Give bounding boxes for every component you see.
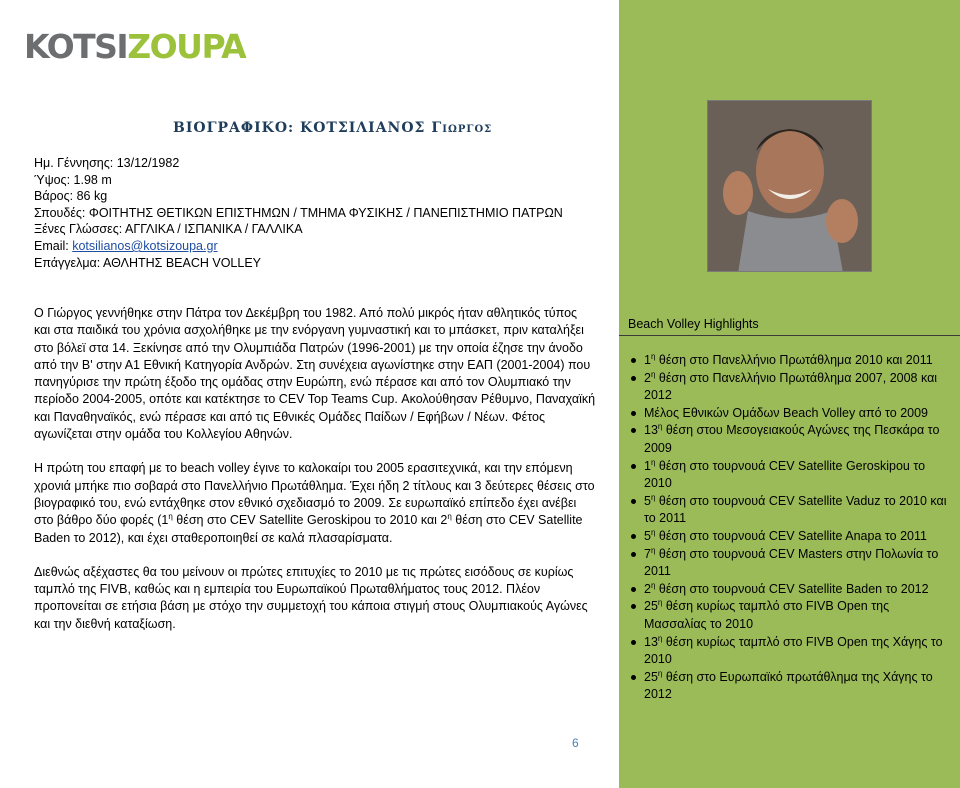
highlights-list	[631, 352, 953, 704]
email-label: Email:	[34, 238, 73, 253]
highlight-item: $2^\eta$ θέση στο Πανελλήνιο Πρωτάθλημα 2007, 2008 και 2012	[631, 370, 953, 405]
document-title-main: ΒΙΟΓΡΑΦΙΚΟ: ΚΟΤΣΙΛΙΑΝΟΣ Γ	[173, 120, 443, 136]
athlete-photo	[707, 100, 872, 272]
studies: Σπουδές: ΦΟΙΤΗΤΗΣ ΘΕΤΙΚΩΝ ΕΠΙΣΤΗΜΩΝ / ΤΜΗΜΑ ΦΥΣΙΚΗΣ / ΠΑΝΕΠΙΣΤΗΜΙΟ ΠΑΤΡΩΝ	[34, 205, 563, 220]
languages: Ξένες Γλώσσες: ΑΓΓΛΙΚΑ / ΙΣΠΑΝΙΚΑ / ΓΑΛΛΙΚΑ	[34, 222, 303, 237]
email-row	[34, 238, 594, 255]
highlight-item: Μέλος Εθνικών Ομάδων Beach Volley από το 2009	[631, 405, 953, 423]
highlight-item: $5^\eta$ θέση στο τουρνουά CEV Satellite Anapa το 2011	[631, 528, 953, 546]
highlights-title: Beach Volley Highlights	[628, 317, 759, 331]
kotsizoupa-logo	[24, 27, 246, 66]
page-number: 6	[572, 736, 579, 750]
birth-date: Ημ. Γέννησης: 13/12/1982	[34, 156, 180, 170]
document-title	[173, 120, 492, 136]
bio-paragraph-1: Ο Γιώργος γεννήθηκε στην Πάτρα τον Δεκέμβρη του 1982. Από πολύ μικρός ήταν αθλητικός τύπος και στα παιδικά του χρόνια ασχολήθηκε με την ενόργανη γυμναστική και το μπάσκετ, πριν καταλήξει στο βόλεϊ στα 14. Ξεκίνησε από την Ολυμπιάδα Πατρών (1996-2001) με την οποία έζησε την άνοδο από την Β' στην Α1 Εθνική Κατηγορία Ανδρών. Στη συνέχεια αγωνίστηκε στην ΕΑΠ (2001-2004) που πανηγύρισε την πρώτη έξοδο της ομάδας στην Ευρώπη, ενώ πέρασε και από τον Ολυμπιακό την περίοδο 2004-2005, οπότε και κατέκτησε το CEV Top Teams Cup. Ακολούθησαν Ρέθυμνο, Παναχαϊκή και Παναθηναϊκός, ενώ πέρασε και από τις Εθνικές Ομάδες Παίδων / Εφήβων / Νέων. Φέτος αγωνίζεται στην ομάδα του Κολλεγίου Αθηνών.	[34, 306, 596, 442]
highlight-item: $1^\eta$ θέση στο Πανελλήνιο Πρωτάθλημα 2010 και 2011	[631, 352, 953, 370]
highlight-item: $1^\eta$ θέση στο τουρνουά CEV Satellite Geroskipou το 2010	[631, 458, 953, 493]
highlights-sidebar	[619, 0, 960, 788]
height: Ύψος: 1.98 m	[34, 172, 112, 187]
highlight-item: $25^\eta$ θέση κυρίως ταμπλό στο FIVB Open της Μασσαλίας το 2010	[631, 598, 953, 633]
bio-paragraph-2: Η πρώτη του επαφή με το beach volley έγινε το καλοκαίρι του 2005 ερασιτεχνικά, και την επόμενη χρονιά μπήκε πιο σοβαρά στο Πανελλήνιο Πρωτάθλημα. Έχει ήδη 2 τίτλους και 3 δεύτερες θέσεις στο βιογραφικό του, ενώ εντάχθηκε στον εθνικό σχεδιασμό το 2009. Σε ευρωπαϊκό επίπεδο έχει ανέβει στο βάθρο δύο φορές ($1^\eta$ θέση στο CEV Satellite Geroskipou το 2010 και $2^\eta$ θέση στο CEV Satellite Baden το 2012), και έχει σταθεροποιηθεί σε καλά πλασαρίσματα.	[34, 461, 595, 545]
highlights-divider	[619, 335, 960, 336]
logo-part-zoupa: ZOUPA	[127, 27, 246, 66]
highlight-item: $2^\eta$ θέση στο τουρνουά CEV Satellite Baden το 2012	[631, 581, 953, 599]
email-link[interactable]: kotsilianos@kotsizoupa.gr	[72, 238, 218, 253]
bio-paragraph-3: Διεθνώς αξέχαστες θα του μείνουν οι πρώτες επιτυχίες το 2010 με τις πρώτες εισόδους σε κυρίως ταμπλό της FIVB, καθώς και η εμπειρία του Ευρωπαϊκού Πρωταθλήματος τους 2012. Πλέον προπονείται σε ετήσια βάση με στόχο την συμμετοχή του κάποια στιγμή στους Ολυμπιακούς Αγώνες και την διεθνή καταξίωση.	[34, 564, 588, 631]
highlight-item: $13^\eta$ θέση κυρίως ταμπλό στο FIVB Open της Χάγης το 2010	[631, 634, 953, 669]
highlight-item: $25^\eta$ θέση στο Ευρωπαϊκό πρωτάθλημα της Χάγης το 2012	[631, 669, 953, 704]
biography	[34, 305, 596, 650]
logo-part-kotsi: KOTSI	[24, 27, 128, 66]
highlight-item: $5^\eta$ θέση στο τουρνουά CEV Satellite Vaduz το 2010 και το 2011	[631, 493, 953, 528]
personal-info	[34, 155, 594, 271]
highlight-item: $13^\eta$ θέση στου Μεσογειακούς Αγώνες της Πεσκάρα το 2009	[631, 422, 953, 457]
profession: Επάγγελμα: ΑΘΛΗΤΗΣ BEACH VOLLEY	[34, 255, 262, 270]
highlight-item: $7^\eta$ θέση στο τουρνουά CEV Masters στην Πολωνία το 2011	[631, 546, 953, 581]
weight: Βάρος: 86 kg	[34, 189, 108, 204]
document-title-smallcaps: ΙΩΡΓΟΣ	[442, 124, 493, 135]
